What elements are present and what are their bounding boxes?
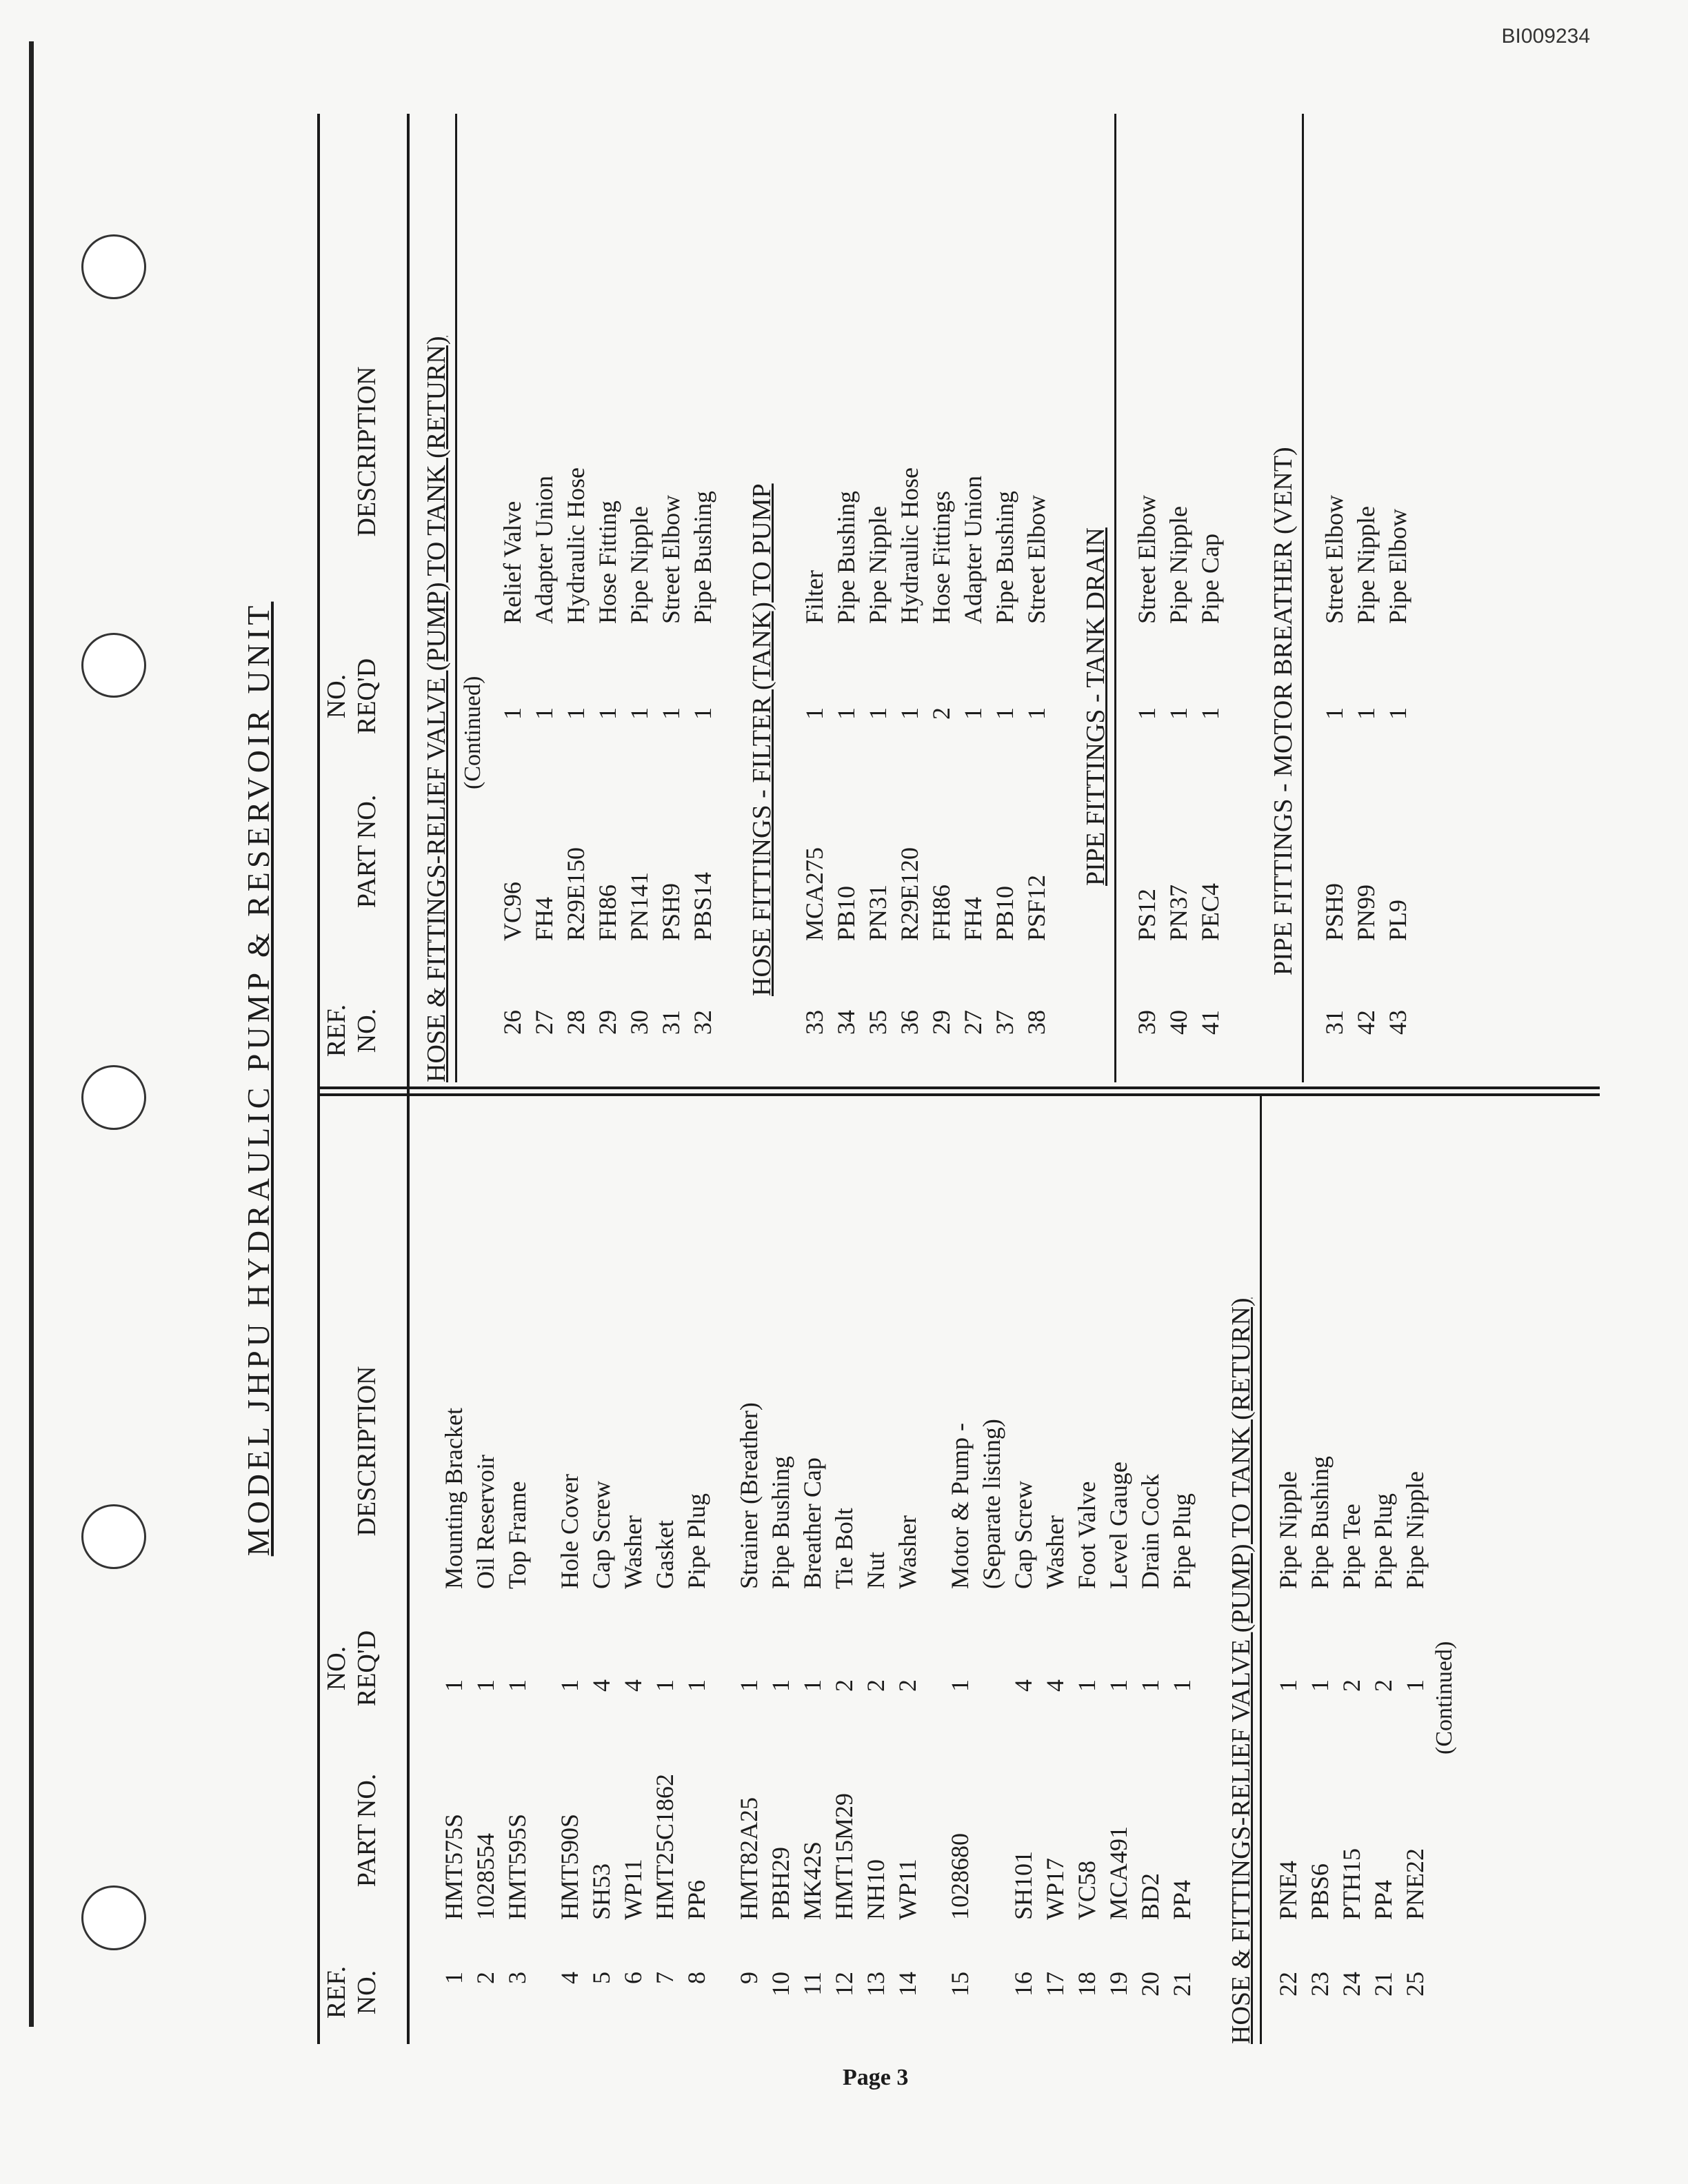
header-ref-right bbox=[321, 993, 382, 1069]
table-row bbox=[894, 114, 925, 2044]
description: Nut bbox=[862, 1552, 890, 1589]
ref-number: 21 bbox=[1168, 1972, 1196, 1996]
part-number: MCA491 bbox=[1105, 1826, 1132, 1920]
ref-number: 25 bbox=[1401, 1972, 1429, 1996]
page-number: Page 3 bbox=[843, 2065, 909, 2090]
quantity: 1 bbox=[735, 1679, 763, 1692]
ref-number: 31 bbox=[657, 1010, 685, 1035]
punch-hole bbox=[81, 234, 146, 299]
ref-number: 30 bbox=[625, 1010, 653, 1035]
description: Washer bbox=[1041, 1515, 1069, 1589]
ref-number: 26 bbox=[499, 1010, 526, 1035]
part-number: 1028680 bbox=[946, 1833, 974, 1920]
quantity: 1 bbox=[472, 1679, 499, 1692]
ref-number: 9 bbox=[735, 1972, 763, 1984]
description: Hydraulic Hose bbox=[896, 467, 923, 624]
section-title: PIPE FITTINGS - MOTOR BREATHER (VENT) bbox=[1269, 447, 1298, 975]
ref-number: 23 bbox=[1306, 1972, 1334, 1996]
part-number: HMT590S bbox=[556, 1813, 583, 1920]
part-number: PSF12 bbox=[1023, 874, 1050, 941]
part-number: R29E120 bbox=[896, 847, 923, 941]
description: Pipe Nipple bbox=[625, 506, 653, 624]
part-number: NH10 bbox=[862, 1859, 890, 1920]
quantity: 1 bbox=[946, 1679, 974, 1692]
quantity: 1 bbox=[689, 707, 716, 720]
table-row bbox=[1350, 114, 1382, 2044]
part-number: PSH9 bbox=[657, 882, 685, 941]
punch-hole bbox=[81, 1065, 146, 1130]
ref-number: 5 bbox=[587, 1972, 615, 1984]
description: Pipe Tee bbox=[1338, 1504, 1365, 1589]
ref-number: 33 bbox=[801, 1010, 828, 1035]
description: Foot Valve bbox=[1073, 1481, 1101, 1589]
part-number: FH86 bbox=[594, 884, 621, 941]
document-id: BI009234 bbox=[1501, 25, 1590, 48]
part-number: HMT82A25 bbox=[735, 1797, 763, 1920]
header-part-right: PART NO. bbox=[352, 794, 381, 909]
section-title: HOSE & FITTINGS-RELIEF VALVE (PUMP) TO TANK (RETURN) bbox=[1227, 1297, 1256, 2044]
table-row bbox=[798, 114, 830, 2044]
ref-number: 15 bbox=[946, 1972, 974, 1996]
section-rule bbox=[1260, 1096, 1262, 2044]
part-number: PN141 bbox=[625, 871, 653, 941]
section-title: PIPE FITTINGS - TANK DRAIN bbox=[1081, 527, 1110, 886]
quantity: 1 bbox=[499, 707, 526, 720]
part-number: PTH15 bbox=[1338, 1848, 1365, 1920]
part-number: PN99 bbox=[1352, 884, 1380, 941]
quantity: 1 bbox=[562, 707, 590, 720]
ref-number: 3 bbox=[503, 1972, 531, 1984]
quantity: 1 bbox=[530, 707, 558, 720]
header-qty-line1: NO. bbox=[322, 1646, 351, 1691]
punch-hole bbox=[81, 1504, 146, 1569]
quantity: 1 bbox=[625, 707, 653, 720]
continued-note: (Continued) bbox=[1431, 1641, 1457, 1755]
rotated-page-content bbox=[221, 114, 1600, 2044]
ref-number: 29 bbox=[927, 1010, 955, 1035]
quantity: 1 bbox=[657, 707, 685, 720]
description: Cap Screw bbox=[1009, 1481, 1037, 1589]
section-rule bbox=[1114, 114, 1116, 1082]
part-number: PNE4 bbox=[1274, 1860, 1302, 1920]
table-row bbox=[957, 114, 989, 2044]
header-desc-left: DESCRIPTION bbox=[352, 1366, 381, 1537]
punch-hole bbox=[81, 1885, 146, 1950]
quantity: 1 bbox=[959, 707, 987, 720]
description: Drain Cock bbox=[1136, 1474, 1164, 1589]
header-ref-line1: REF. bbox=[322, 1965, 351, 2019]
quantity: 1 bbox=[1306, 1679, 1334, 1692]
header-qty-line2: REQ'D bbox=[352, 658, 381, 735]
table-row bbox=[592, 114, 623, 2044]
parts-table bbox=[317, 114, 1600, 2044]
header-ref-left bbox=[321, 1954, 382, 2030]
description: Pipe Nipple bbox=[1401, 1471, 1429, 1589]
table-row bbox=[560, 114, 592, 2044]
header-ref-line1: REF. bbox=[322, 1004, 351, 1058]
ref-number: 17 bbox=[1041, 1972, 1069, 1996]
description: Pipe Plug bbox=[1369, 1493, 1397, 1589]
ref-number: 43 bbox=[1384, 1010, 1411, 1035]
ref-number: 1 bbox=[440, 1972, 468, 1984]
quantity: 1 bbox=[440, 1679, 468, 1692]
part-number: PSH9 bbox=[1320, 882, 1348, 941]
description: Motor & Pump - bbox=[946, 1422, 974, 1589]
description: Filter bbox=[801, 570, 828, 624]
quantity: 1 bbox=[683, 1679, 710, 1692]
description: Hole Cover bbox=[556, 1474, 583, 1589]
ref-number: 4 bbox=[556, 1972, 583, 1984]
table-row bbox=[1272, 114, 1304, 2044]
part-number: PL9 bbox=[1384, 899, 1411, 941]
ref-number: 6 bbox=[619, 1972, 647, 1984]
description: Gasket bbox=[651, 1520, 679, 1589]
part-number: MCA275 bbox=[801, 847, 828, 941]
ref-number: 34 bbox=[832, 1010, 860, 1035]
part-number: VC58 bbox=[1073, 1860, 1101, 1920]
continued-note: (Continued) bbox=[460, 676, 485, 789]
description: Top Frame bbox=[503, 1481, 531, 1589]
table-top-rule bbox=[317, 114, 320, 2044]
quantity: 2 bbox=[894, 1679, 921, 1692]
quantity: 1 bbox=[1168, 1679, 1196, 1692]
quantity: 1 bbox=[556, 1679, 583, 1692]
part-number: PS12 bbox=[1133, 888, 1160, 941]
part-number: WP17 bbox=[1041, 1858, 1069, 1920]
ref-number: 37 bbox=[991, 1010, 1018, 1035]
section-title: HOSE & FITTINGS-RELIEF VALVE (PUMP) TO TANK (RETURN) bbox=[422, 336, 451, 1082]
quantity: 1 bbox=[864, 707, 892, 720]
quantity: 1 bbox=[594, 707, 621, 720]
part-number: SH53 bbox=[587, 1863, 615, 1920]
part-number: FH4 bbox=[530, 896, 558, 941]
section-rule bbox=[1302, 114, 1304, 1082]
part-number: HMT25C1862 bbox=[651, 1773, 679, 1920]
ref-number: 20 bbox=[1136, 1972, 1164, 1996]
description: Pipe Cap bbox=[1196, 534, 1224, 624]
table-row bbox=[1318, 114, 1350, 2044]
table-row bbox=[765, 114, 796, 2044]
table-row bbox=[1131, 114, 1163, 2044]
description: Washer bbox=[619, 1515, 647, 1589]
quantity: 4 bbox=[587, 1679, 615, 1692]
ref-number: 27 bbox=[530, 1010, 558, 1035]
ref-number: 35 bbox=[864, 1010, 892, 1035]
table-row bbox=[862, 114, 894, 2044]
description: Adapter Union bbox=[530, 476, 558, 624]
table-row bbox=[1163, 114, 1194, 2044]
quantity: 2 bbox=[1369, 1679, 1397, 1692]
part-number: PEC4 bbox=[1196, 882, 1224, 941]
ref-number: 42 bbox=[1352, 1010, 1380, 1035]
quantity: 2 bbox=[927, 707, 955, 720]
quantity: 2 bbox=[862, 1679, 890, 1692]
part-number: PB10 bbox=[832, 885, 860, 941]
description: Street Elbow bbox=[1023, 495, 1050, 624]
description: Mounting Bracket bbox=[440, 1408, 468, 1589]
ref-number: 32 bbox=[689, 1010, 716, 1035]
part-number: WP11 bbox=[894, 1859, 921, 1920]
quantity: 4 bbox=[1009, 1679, 1037, 1692]
description: Hydraulic Hose bbox=[562, 467, 590, 624]
quantity: 1 bbox=[1320, 707, 1348, 720]
table-row bbox=[1071, 114, 1103, 2044]
quantity: 1 bbox=[1105, 1679, 1132, 1692]
part-number: HMT575S bbox=[440, 1813, 468, 1920]
part-number: FH86 bbox=[927, 884, 955, 941]
ref-number: 36 bbox=[896, 1010, 923, 1035]
page-title: MODEL JHPU HYDRAULIC PUMP & RESERVOIR UNIT bbox=[241, 601, 276, 1557]
header-qty-left bbox=[321, 1617, 382, 1720]
part-number: PN37 bbox=[1165, 884, 1192, 941]
ref-number: 40 bbox=[1165, 1010, 1192, 1035]
table-row bbox=[623, 114, 655, 2044]
quantity: 1 bbox=[503, 1679, 531, 1692]
quantity: 2 bbox=[830, 1679, 858, 1692]
description: Tie Bolt bbox=[830, 1508, 858, 1589]
quantity: 1 bbox=[1165, 707, 1192, 720]
table-row bbox=[1021, 114, 1052, 2044]
ref-number: 29 bbox=[594, 1010, 621, 1035]
quantity: 1 bbox=[1401, 1679, 1429, 1692]
ref-number: 16 bbox=[1009, 1972, 1037, 1996]
description: Pipe Bushing bbox=[689, 490, 716, 624]
section-title: HOSE FITTINGS - FILTER (TANK) TO PUMP bbox=[747, 483, 776, 996]
description: Pipe Bushing bbox=[767, 1455, 794, 1589]
quantity: 1 bbox=[1384, 707, 1411, 720]
description: Pipe Nipple bbox=[864, 506, 892, 624]
ref-number: 22 bbox=[1274, 1972, 1302, 1996]
part-number: PBS14 bbox=[689, 871, 716, 941]
table-row bbox=[496, 114, 528, 2044]
quantity: 1 bbox=[767, 1679, 794, 1692]
ref-number: 39 bbox=[1133, 1010, 1160, 1035]
description: Adapter Union bbox=[959, 476, 987, 624]
part-number: R29E150 bbox=[562, 847, 590, 941]
description: Cap Screw bbox=[587, 1481, 615, 1589]
description: Washer bbox=[894, 1515, 921, 1589]
part-number: PBS6 bbox=[1306, 1863, 1334, 1920]
description: Pipe Plug bbox=[683, 1493, 710, 1589]
table-row bbox=[1103, 114, 1134, 2044]
description: Street Elbow bbox=[657, 495, 685, 624]
quantity: 1 bbox=[798, 1679, 826, 1692]
description: (Separate listing) bbox=[978, 1419, 1005, 1589]
description: Street Elbow bbox=[1320, 495, 1348, 624]
ref-number: 13 bbox=[862, 1972, 890, 1996]
description: Pipe Nipple bbox=[1274, 1471, 1302, 1589]
part-number: SH101 bbox=[1009, 1850, 1037, 1920]
punch-hole bbox=[81, 633, 146, 698]
table-row bbox=[687, 114, 719, 2044]
ref-number: 28 bbox=[562, 1010, 590, 1035]
part-number: HMT15M29 bbox=[830, 1792, 858, 1920]
description: Hose Fittings bbox=[927, 490, 955, 624]
table-row bbox=[830, 114, 862, 2044]
ref-number: 27 bbox=[959, 1010, 987, 1035]
ref-number: 19 bbox=[1105, 1972, 1132, 1996]
description: Pipe Bushing bbox=[991, 490, 1018, 624]
part-number: PN31 bbox=[864, 884, 892, 941]
table-row bbox=[528, 114, 560, 2044]
table-row bbox=[1382, 114, 1414, 2044]
ref-number: 11 bbox=[798, 1972, 826, 1996]
description: Relief Valve bbox=[499, 501, 526, 624]
quantity: 1 bbox=[651, 1679, 679, 1692]
part-number: PB10 bbox=[991, 885, 1018, 941]
part-number: MK42S bbox=[798, 1841, 826, 1920]
table-row bbox=[655, 114, 687, 2044]
part-number: 1028554 bbox=[472, 1833, 499, 1920]
description: Pipe Bushing bbox=[1306, 1455, 1334, 1589]
part-number: PBH29 bbox=[767, 1846, 794, 1920]
ref-number: 31 bbox=[1320, 1010, 1348, 1035]
part-number: VC96 bbox=[499, 881, 526, 941]
quantity: 2 bbox=[1338, 1679, 1365, 1692]
table-row bbox=[925, 114, 957, 2044]
part-number: PNE22 bbox=[1401, 1848, 1429, 1920]
header-ref-line2: NO. bbox=[352, 1970, 381, 2015]
quantity: 1 bbox=[832, 707, 860, 720]
header-qty-right bbox=[321, 645, 382, 748]
ref-number: 8 bbox=[683, 1972, 710, 1984]
description: Oil Reservoir bbox=[472, 1455, 499, 1589]
description: Pipe Plug bbox=[1168, 1493, 1196, 1589]
ref-number: 10 bbox=[767, 1972, 794, 1996]
ref-number: 14 bbox=[894, 1972, 921, 1996]
quantity: 1 bbox=[1196, 707, 1224, 720]
description: Pipe Nipple bbox=[1352, 506, 1380, 624]
table-row bbox=[1194, 114, 1226, 2044]
quantity: 4 bbox=[619, 1679, 647, 1692]
quantity: 1 bbox=[1136, 1679, 1164, 1692]
quantity: 1 bbox=[801, 707, 828, 720]
ref-number: 38 bbox=[1023, 1010, 1050, 1035]
binding-margin-line bbox=[29, 41, 34, 2027]
description: Strainer (Breather) bbox=[735, 1402, 763, 1589]
description: Hose Fitting bbox=[594, 500, 621, 624]
quantity: 4 bbox=[1041, 1679, 1069, 1692]
ref-number: 2 bbox=[472, 1972, 499, 1984]
ref-number: 21 bbox=[1369, 1972, 1397, 1996]
header-qty-line2: REQ'D bbox=[352, 1630, 381, 1707]
quantity: 1 bbox=[1274, 1679, 1302, 1692]
quantity: 1 bbox=[1133, 707, 1160, 720]
part-number: WP11 bbox=[619, 1859, 647, 1920]
part-number: PP4 bbox=[1168, 1879, 1196, 1920]
header-bottom-rule bbox=[407, 114, 410, 2044]
table-row bbox=[733, 114, 765, 2044]
part-number: PP4 bbox=[1369, 1879, 1397, 1920]
description: Pipe Elbow bbox=[1384, 509, 1411, 624]
ref-number: 41 bbox=[1196, 1010, 1224, 1035]
section-rule bbox=[455, 114, 457, 1082]
table-row bbox=[989, 114, 1021, 2044]
part-number: BD2 bbox=[1136, 1872, 1164, 1920]
part-number: HMT595S bbox=[503, 1813, 531, 1920]
header-qty-line1: NO. bbox=[322, 674, 351, 719]
ref-number: 24 bbox=[1338, 1972, 1365, 1996]
description: Breather Cap bbox=[798, 1457, 826, 1589]
quantity: 1 bbox=[1073, 1679, 1101, 1692]
description: Level Gauge bbox=[1105, 1462, 1132, 1589]
ref-number: 12 bbox=[830, 1972, 858, 1996]
header-desc-right: DESCRIPTION bbox=[352, 366, 381, 537]
quantity: 1 bbox=[896, 707, 923, 720]
part-number: PP6 bbox=[683, 1879, 710, 1920]
header-ref-line2: NO. bbox=[352, 1008, 381, 1053]
description: Pipe Nipple bbox=[1165, 506, 1192, 624]
part-number: FH4 bbox=[959, 896, 987, 941]
header-part-left: PART NO. bbox=[352, 1773, 381, 1888]
description: Street Elbow bbox=[1133, 495, 1160, 624]
ref-number: 7 bbox=[651, 1972, 679, 1984]
quantity: 1 bbox=[1352, 707, 1380, 720]
description: Pipe Bushing bbox=[832, 490, 860, 624]
ref-number: 18 bbox=[1073, 1972, 1101, 1996]
quantity: 1 bbox=[991, 707, 1018, 720]
quantity: 1 bbox=[1023, 707, 1050, 720]
